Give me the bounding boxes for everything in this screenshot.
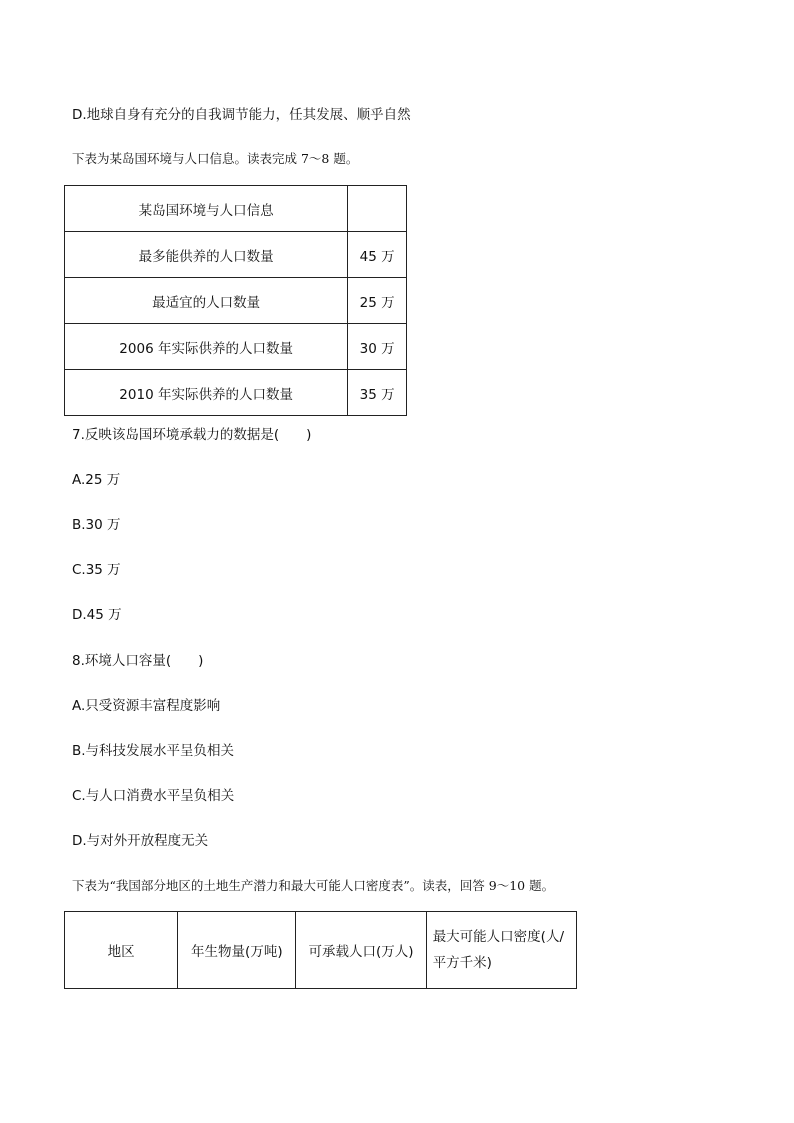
- table-header-cell: 可承载人口(万人): [296, 912, 426, 989]
- question-8: 8.环境人口容量( ): [72, 653, 204, 669]
- table-header-cell: 地区: [65, 912, 178, 989]
- table-row: [65, 324, 407, 370]
- question-7: 7.反映该岛国环境承载力的数据是( ): [72, 427, 312, 443]
- question-7-option-a: A.25 万: [72, 472, 121, 488]
- question-8-option-a: A.只受资源丰富程度影响: [72, 698, 221, 714]
- island-info-table: [64, 185, 407, 416]
- question-8-option-b: B.与科技发展水平呈负相关: [72, 743, 235, 759]
- table-cell: 25 万: [348, 278, 407, 324]
- table-cell: 2006 年实际供养的人口数量: [65, 324, 348, 370]
- table-cell: 最多能供养的人口数量: [65, 232, 348, 278]
- question-8-option-c: C.与人口消费水平呈负相关: [72, 788, 235, 804]
- table-cell: 30 万: [348, 324, 407, 370]
- table2-intro: 下表为“我国部分地区的土地生产潜力和最大可能人口密度表”。读表，回答 9～10 题。: [72, 878, 555, 893]
- table-header-cell: 最大可能人口密度(人/平方千米): [426, 912, 576, 989]
- table-cell: 35 万: [348, 370, 407, 416]
- question-7-option-d: D.45 万: [72, 607, 122, 623]
- table1-intro: 下表为某岛国环境与人口信息。读表完成 7～8 题。: [72, 151, 359, 166]
- question-7-option-b: B.30 万: [72, 517, 121, 533]
- table-row: [65, 370, 407, 416]
- option-d-previous-question: D.地球自身有充分的自我调节能力，任其发展、顺乎自然: [72, 107, 411, 123]
- question-8-option-d: D.与对外开放程度无关: [72, 833, 209, 849]
- table-header-cell: 某岛国环境与人口信息: [65, 186, 348, 232]
- question-7-option-c: C.35 万: [72, 562, 121, 578]
- table-header-cell: 年生物量(万吨): [178, 912, 296, 989]
- table-cell: 最适宜的人口数量: [65, 278, 348, 324]
- table-cell: 45 万: [348, 232, 407, 278]
- table-row: [65, 186, 407, 232]
- table-cell: 2010 年实际供养的人口数量: [65, 370, 348, 416]
- table-row: [65, 278, 407, 324]
- table-header-cell: [348, 186, 407, 232]
- table-row: [65, 912, 577, 989]
- table-row: [65, 232, 407, 278]
- land-potential-table: [64, 911, 577, 989]
